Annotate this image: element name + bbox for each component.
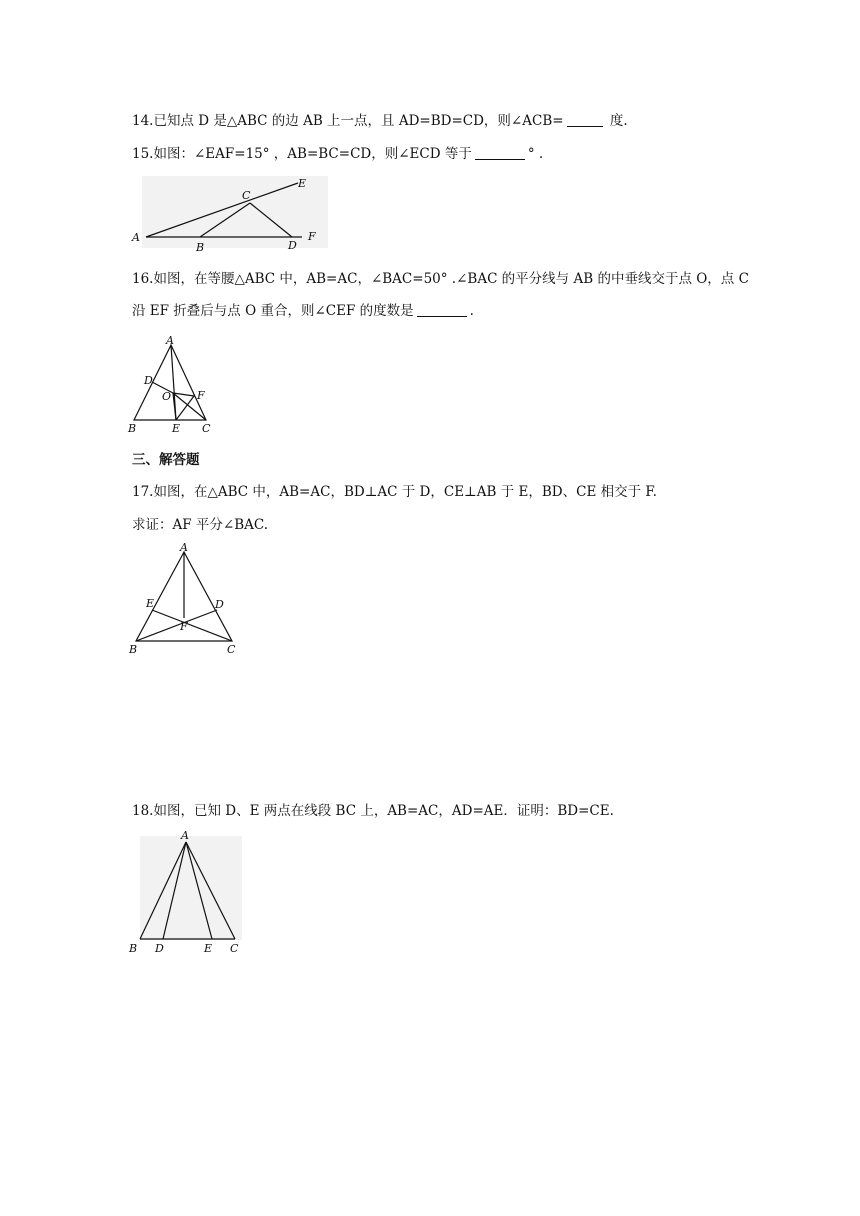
question-14 (132, 111, 628, 131)
q16-label-o: O (162, 390, 172, 403)
q16-label-d: D (144, 374, 153, 387)
q14-answer-blank[interactable] (567, 112, 603, 127)
q17-label-c: C (227, 643, 236, 656)
q16-label-c: C (202, 422, 211, 435)
q15-label-c: C (242, 189, 251, 202)
q15-text: 15.如图：∠EAF=15° ，AB=BC=CD，则∠ECD 等于 (132, 146, 472, 162)
q17-line-ce (152, 610, 232, 641)
section-3-title: 三、解答题 (132, 452, 200, 468)
q17-label-f: F (180, 620, 188, 633)
q17-line-bd (136, 610, 217, 641)
q18-label-b: B (129, 942, 138, 955)
question-18-line1: 18.如图，已知 D、E 两点在线段 BC 上，AB=AC，AD=AE．证明：BD=CE. (132, 803, 614, 819)
q17-label-a: A (180, 541, 188, 554)
q16-text-after: . (469, 303, 474, 319)
q15-label-a: A (132, 231, 140, 244)
q16-label-a: A (166, 334, 174, 347)
q17-figure (126, 540, 246, 656)
q15-answer-blank[interactable] (475, 145, 525, 160)
q14-text-after: 度. (609, 113, 628, 129)
q16-label-e: E (172, 422, 181, 435)
q15-label-f: F (308, 230, 316, 243)
q15-figure (128, 176, 338, 254)
q18-label-a: A (181, 829, 189, 842)
question-17-line1: 17.如图，在△ABC 中，AB=AC，BD⊥AC 于 D，CE⊥AB 于 E，BD、CE 相交于 F. (132, 484, 657, 500)
q18-figure (126, 826, 246, 958)
question-17-line2: 求证：AF 平分∠BAC. (132, 517, 269, 533)
q15-label-d: D (288, 239, 297, 252)
q18-label-e: E (204, 942, 213, 955)
q15-label-b: B (196, 241, 205, 254)
q16-answer-blank[interactable] (417, 302, 467, 317)
q18-label-d: D (155, 942, 164, 955)
question-15 (132, 144, 543, 164)
q17-label-e: E (146, 597, 155, 610)
question-16-line1: 16.如图，在等腰△ABC 中，AB=AC，∠BAC=50° .∠BAC 的平分线与 AB 的中垂线交于点 O，点 C (132, 271, 749, 287)
q15-text-after: ° . (527, 146, 544, 162)
q14-text: 14.已知点 D 是△ABC 的边 AB 上一点，且 AD=BD=CD，则∠ACB= (132, 113, 564, 129)
question-16-line2 (132, 301, 474, 321)
q16-label-f: F (197, 389, 205, 402)
q16-text: 沿 EF 折叠后与点 O 重合，则∠CEF 的度数是 (132, 303, 414, 319)
q18-label-c: C (230, 942, 239, 955)
q16-label-b: B (128, 422, 137, 435)
q16-figure (126, 334, 222, 436)
q17-label-b: B (129, 643, 138, 656)
q15-label-e: E (298, 177, 307, 190)
q17-label-d: D (215, 598, 224, 611)
